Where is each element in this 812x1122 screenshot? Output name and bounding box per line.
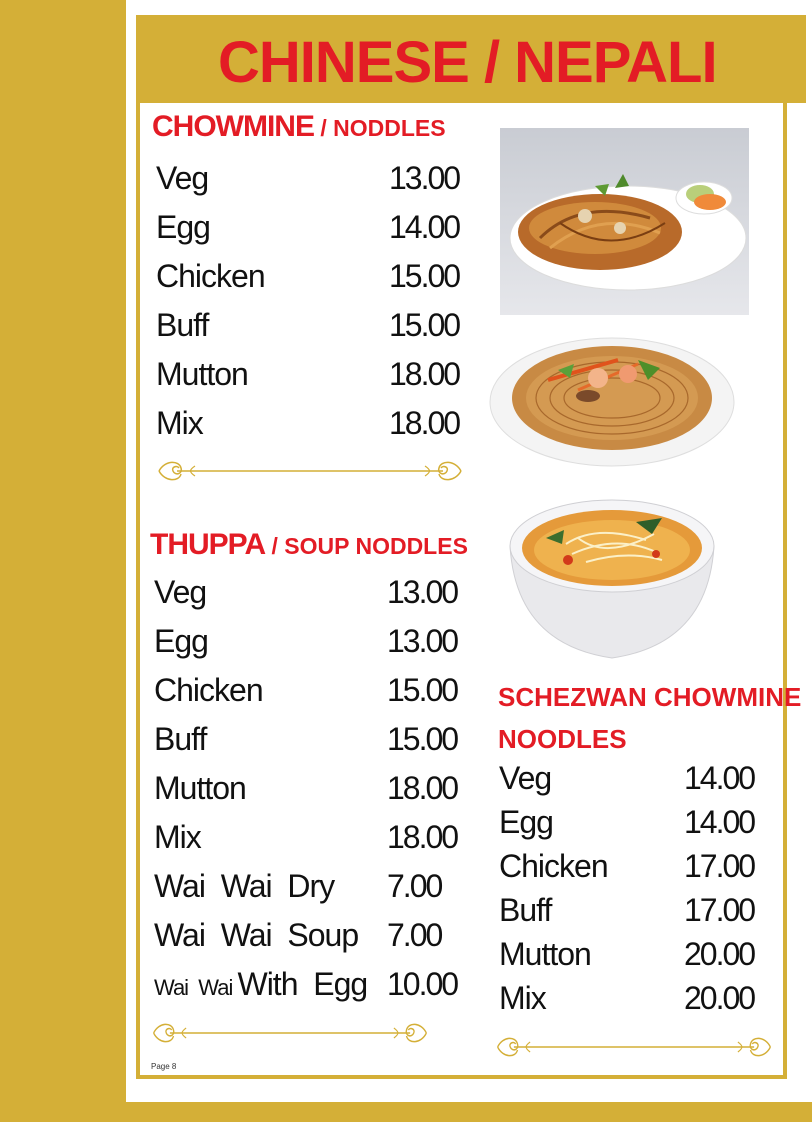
item-name: Egg bbox=[154, 623, 208, 659]
menu-item bbox=[499, 804, 769, 848]
menu-item bbox=[156, 209, 476, 258]
menu-item bbox=[156, 405, 476, 454]
item-name: Mutton bbox=[154, 770, 246, 806]
item-name: Egg bbox=[499, 804, 553, 840]
item-price: 20.00 bbox=[684, 980, 755, 1016]
item-price: 17.00 bbox=[684, 892, 755, 928]
page-title: CHINESE / NEPALI bbox=[218, 30, 717, 95]
item-price: 18.00 bbox=[387, 819, 458, 855]
item-name: Buff bbox=[499, 892, 552, 928]
item-name: Mutton bbox=[156, 356, 248, 392]
section-title-line1: SCHEZWAN CHOWMINE bbox=[498, 682, 802, 712]
section-title-sub: SOUP NODDLES bbox=[284, 533, 468, 559]
item-name: Egg bbox=[156, 209, 210, 245]
item-name: Buff bbox=[156, 307, 209, 343]
item-name: Chicken bbox=[154, 672, 263, 708]
item-name: Chicken bbox=[499, 848, 608, 884]
ornament-divider-icon bbox=[150, 1018, 430, 1048]
item-price: 17.00 bbox=[684, 848, 755, 884]
item-price: 13.00 bbox=[389, 160, 460, 196]
section-title-chowmine bbox=[152, 110, 446, 144]
item-name: Veg bbox=[156, 160, 209, 196]
noodle-bowl-photo-icon bbox=[488, 330, 736, 470]
item-price: 14.00 bbox=[684, 804, 755, 840]
menu-item bbox=[154, 868, 474, 917]
menu-item bbox=[154, 917, 474, 966]
item-price: 15.00 bbox=[387, 721, 458, 757]
menu-item bbox=[154, 966, 474, 1015]
thuppa-list bbox=[154, 574, 474, 1015]
ornament-divider-icon bbox=[155, 456, 465, 486]
section-title-schezwan bbox=[498, 676, 801, 760]
header-banner bbox=[138, 15, 806, 103]
item-price: 7.00 bbox=[387, 917, 442, 953]
item-price: 15.00 bbox=[389, 307, 460, 343]
menu-item bbox=[154, 574, 474, 623]
item-price: 13.00 bbox=[387, 623, 458, 659]
item-name: With Egg bbox=[237, 966, 368, 1002]
item-price: 20.00 bbox=[684, 936, 755, 972]
schezwan-list bbox=[499, 760, 769, 1024]
item-name: Mutton bbox=[499, 936, 591, 972]
item-price: 15.00 bbox=[387, 672, 458, 708]
item-price: 7.00 bbox=[387, 868, 442, 904]
item-name: Mix bbox=[499, 980, 546, 1016]
item-name: Mix bbox=[156, 405, 203, 441]
menu-item bbox=[499, 892, 769, 936]
section-title-sub: NODDLES bbox=[333, 115, 446, 141]
menu-item bbox=[499, 936, 769, 980]
section-title-sep: / bbox=[265, 533, 285, 559]
section-title-thuppa bbox=[150, 528, 468, 562]
item-price: 10.00 bbox=[387, 966, 458, 1002]
item-name: Buff bbox=[154, 721, 207, 757]
menu-item bbox=[156, 258, 476, 307]
bottom-gold-band bbox=[126, 1102, 812, 1122]
menu-item bbox=[499, 760, 769, 804]
item-price: 18.00 bbox=[387, 770, 458, 806]
item-name: Mix bbox=[154, 819, 201, 855]
chowmine-list bbox=[156, 160, 476, 454]
item-price: 14.00 bbox=[684, 760, 755, 796]
section-title-main: CHOWMINE bbox=[152, 110, 314, 143]
section-title-sep: / bbox=[313, 115, 334, 141]
item-price: 18.00 bbox=[389, 405, 460, 441]
item-name: Wai Wai Dry bbox=[154, 868, 335, 904]
ornament-divider-icon bbox=[494, 1032, 774, 1062]
menu-item bbox=[154, 721, 474, 770]
noodle-plate-photo-icon bbox=[500, 128, 749, 315]
menu-item bbox=[156, 307, 476, 356]
page-number: Page 8 bbox=[151, 1062, 177, 1071]
section-title-line2: NOODLES bbox=[498, 724, 627, 754]
item-name: Wai Wai Soup bbox=[154, 917, 359, 953]
item-price: 15.00 bbox=[389, 258, 460, 294]
item-name-prefix: Wai Wai bbox=[154, 975, 238, 1000]
menu-item bbox=[156, 160, 476, 209]
item-price: 18.00 bbox=[389, 356, 460, 392]
item-name: Veg bbox=[499, 760, 552, 796]
item-price: 14.00 bbox=[389, 209, 460, 245]
menu-item bbox=[154, 770, 474, 819]
menu-item bbox=[154, 623, 474, 672]
item-price: 13.00 bbox=[387, 574, 458, 610]
item-name: Veg bbox=[154, 574, 207, 610]
menu-item bbox=[154, 672, 474, 721]
menu-item bbox=[154, 819, 474, 868]
section-title-main: THUPPA bbox=[150, 528, 266, 561]
menu-item bbox=[499, 848, 769, 892]
left-gold-band bbox=[0, 0, 126, 1122]
menu-item bbox=[499, 980, 769, 1024]
item-name: Chicken bbox=[156, 258, 265, 294]
soup-bowl-photo-icon bbox=[506, 494, 718, 662]
menu-item bbox=[156, 356, 476, 405]
